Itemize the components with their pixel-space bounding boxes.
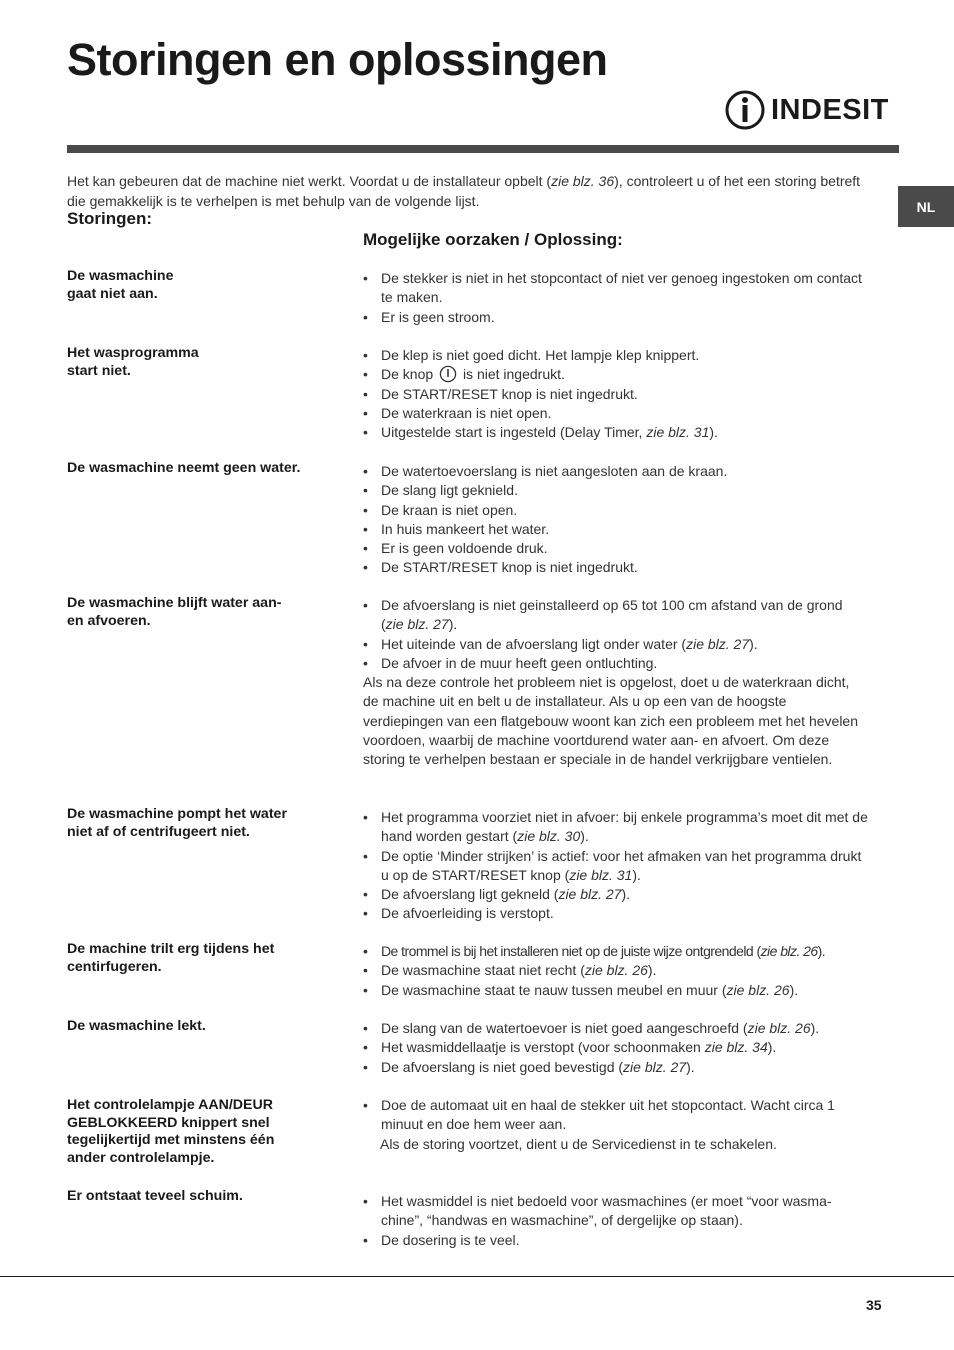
cause-text: Uitgestelde start is ingesteld (Delay Timer,: [381, 424, 647, 441]
cause-item: [363, 961, 868, 980]
cause-text: Het programma voorziet niet in afvoer: bij enkele programma’s moet dit met de hand worden gestart (: [381, 809, 868, 845]
causes-block: [363, 1096, 868, 1154]
page-ref: zie blz. 26: [584, 962, 648, 979]
page-ref: zie blz. 26: [726, 981, 790, 998]
cause-item: • Er is geen stroom.: [363, 308, 868, 327]
cause-item: • De START/RESET knop is niet ingedrukt.: [363, 558, 868, 577]
intro-text: ), controleert u of het een storing betreft die gemakkelijk is te verhelpen is met behulp van de volgende lijst.: [67, 173, 861, 209]
problem-title: [67, 1018, 347, 1036]
problem-title: [67, 1188, 347, 1206]
cause-list: [363, 1019, 868, 1077]
cause-text: De optie ‘Minder strijken’ is actief: voor het afmaken van het programma drukt u op de START/RESET knop (: [381, 847, 862, 883]
causes-block: [363, 1019, 868, 1077]
cause-list: [363, 269, 868, 327]
cause-item: [363, 1058, 868, 1077]
cause-item: • De waterkraan is niet open.: [363, 404, 868, 423]
causes-block: [363, 808, 868, 924]
problem-title-line: Er ontstaat teveel schuim.: [67, 1188, 243, 1204]
problem-title-line: De machine trilt erg tijdens het: [67, 941, 275, 957]
problem-title: [67, 268, 347, 303]
problem-title-line: De wasmachine: [67, 268, 174, 284]
causes-block: [363, 462, 868, 578]
cause-text: is niet ingedrukt.: [462, 366, 565, 383]
cause-text: De wasmachine staat niet recht (: [381, 962, 585, 979]
page-ref: zie blz. 27: [385, 616, 449, 633]
cause-item: • Het wasmiddel is niet bedoeld voor wasmachines (er moet “voor wasma-chine”, “handwas en wasmachine”, of dergelijke op staan).: [363, 1192, 868, 1231]
cause-item: • De afvoer in de muur heeft geen ontluchting.: [363, 654, 868, 673]
cause-item: • De klep is niet goed dicht. Het lampje klep knippert.: [363, 346, 868, 365]
causes-block: [363, 346, 868, 442]
cause-item: • De START/RESET knop is niet ingedrukt.: [363, 385, 868, 404]
problem-title: [67, 806, 347, 841]
cause-item: • De stekker is niet in het stopcontact of niet ver genoeg ingestoken om contact te maken.: [363, 269, 868, 308]
cause-text: ).: [686, 1058, 695, 1075]
page-ref: zie blz. 31: [646, 424, 710, 441]
indesit-logo-icon: [725, 89, 765, 131]
causes-block: [363, 942, 868, 1000]
cause-text: ).: [810, 1020, 820, 1036]
cause-text: ).: [709, 424, 718, 441]
problem-title: [67, 595, 347, 630]
causes-heading: Mogelijke oorzaken / Oplossing:: [363, 230, 623, 249]
cause-item: • De slang ligt geknield.: [363, 481, 868, 500]
page-title: Storingen en oplossingen: [67, 34, 608, 85]
problem-title: [67, 460, 347, 478]
cause-item: [363, 1019, 868, 1038]
cause-item: [363, 423, 868, 442]
cause-list: [363, 808, 868, 924]
cause-text: ).: [632, 866, 641, 883]
page-ref: zie blz. 30: [517, 828, 581, 845]
intro-text: Het kan gebeuren dat de machine niet werkt. Voordat u de installateur opbelt (: [67, 173, 552, 189]
cause-item: [363, 808, 868, 847]
problems-heading: Storingen:: [67, 209, 152, 228]
page-ref: zie blz. 27: [623, 1058, 687, 1075]
cause-list: [363, 942, 868, 1000]
page-number: 35: [866, 1297, 882, 1313]
cause-item: [363, 847, 868, 886]
cause-text: ).: [580, 828, 589, 845]
cause-list: [363, 1096, 868, 1135]
cause-item: • Er is geen voldoende druk.: [363, 539, 868, 558]
cause-list: [363, 1192, 868, 1250]
cause-text: De knop: [381, 366, 434, 383]
cause-text: ).: [789, 981, 799, 998]
cause-item: • De watertoevoerslang is niet aangesloten aan de kraan.: [363, 462, 868, 481]
problem-title-line: en afvoeren.: [67, 612, 151, 629]
problem-title-line: niet af of centrifugeert niet.: [67, 823, 250, 840]
cause-text: ).: [767, 1039, 777, 1056]
cause-text: De slang van de watertoevoer is niet goed aangeschroefd (: [381, 1020, 748, 1036]
page-ref: zie blz. 27: [686, 635, 750, 652]
cause-text: ).: [817, 943, 826, 959]
cause-list: [363, 596, 868, 673]
causes-block: [363, 596, 868, 770]
problem-title-line: Het wasprogramma: [67, 345, 199, 361]
header-rule: [67, 145, 899, 153]
cause-text: ).: [448, 616, 458, 633]
cause-text: De afvoerslang is niet goed bevestigd (: [381, 1058, 624, 1075]
cause-text: ).: [647, 962, 657, 979]
cause-note: Als de storing voortzet, dient u de Servicedienst in te schakelen.: [380, 1135, 777, 1152]
cause-text: ).: [621, 886, 631, 903]
causes-block: [363, 269, 868, 327]
cause-item: [363, 942, 868, 961]
cause-text: Het uiteinde van de afvoerslang ligt onder water (: [381, 635, 687, 652]
cause-item: • De afvoerleiding is verstopt.: [363, 904, 868, 923]
cause-text: ).: [749, 635, 758, 652]
cause-text: De trommel is bij het installeren niet op de juiste wijze ontgrendeld (: [381, 943, 761, 959]
problem-title: [67, 941, 347, 976]
problem-title-line: Het controlelampje AAN/DEUR: [67, 1097, 274, 1113]
cause-item: [363, 885, 868, 904]
cause-list: [363, 462, 868, 578]
cause-item: • Doe de automaat uit en haal de stekker uit het stopcontact. Wacht circa 1 minuut en doe hem weer aan.: [363, 1096, 868, 1135]
cause-text: De afvoerslang ligt gekneld (: [381, 886, 559, 903]
problem-title-line: start niet.: [67, 362, 131, 379]
cause-item: • De dosering is te veel.: [363, 1231, 868, 1250]
cause-item: [363, 1038, 868, 1057]
cause-item: [363, 365, 868, 384]
cause-text: De wasmachine staat te nauw tussen meubel en muur (: [381, 981, 727, 998]
cause-list: [363, 346, 868, 442]
cause-text: De afvoerslang is niet geinstalleerd op 65 tot 100 cm afstand van de grond (: [381, 597, 843, 633]
cause-item: • In huis mankeert het water.: [363, 520, 868, 539]
cause-item: [363, 635, 868, 654]
problem-title-line: De wasmachine pompt het water: [67, 806, 287, 822]
problem-title: [67, 1097, 347, 1167]
page-ref: zie blz. 31: [569, 866, 633, 883]
intro-paragraph: [67, 172, 867, 211]
page-ref: zie blz. 26: [760, 943, 818, 959]
cause-item: • De kraan is niet open.: [363, 501, 868, 520]
causes-block: [363, 1192, 868, 1250]
page-ref: zie blz. 26: [747, 1020, 811, 1036]
problem-title-line: gaat niet aan.: [67, 285, 158, 302]
problem-title-line: GEBLOKKEERD knippert snel: [67, 1114, 270, 1131]
footer-rule: [0, 1276, 954, 1277]
problem-title: [67, 345, 347, 380]
brand-wordmark: INDESIT: [771, 93, 889, 126]
cause-text: Het wasmiddellaatje is verstopt (voor schoonmaken: [381, 1039, 705, 1056]
cause-item: [363, 981, 868, 1000]
language-tab: NL: [898, 186, 954, 227]
page-ref: zie blz. 34: [704, 1039, 768, 1056]
problem-title-line: De wasmachine lekt.: [67, 1018, 206, 1034]
problem-title-line: centirfugeren.: [67, 958, 162, 975]
intro-page-ref: zie blz. 36: [551, 173, 615, 189]
problem-title-line: ander controlelampje.: [67, 1149, 215, 1166]
cause-note: Als na deze controle het probleem niet is opgelost, doet u de waterkraan dicht, de machine uit en belt u de installateur. Als u op een van de hoogste verdiepingen van een flatgebouw woont kan zich een probleem met het hevelen voordoen, waarbij de machine voortdurend water aan- en afvoert. Om deze storing te verhelpen bestaan er speciale in de handel verkrijgbare ventielen.: [363, 674, 858, 768]
page-ref: zie blz. 27: [558, 886, 622, 903]
problem-title-line: De wasmachine blijft water aan-: [67, 595, 282, 611]
brand-logo: [725, 88, 890, 132]
problem-title-line: tegelijkertijd met minstens één: [67, 1132, 275, 1148]
cause-item: [363, 596, 868, 635]
problem-title-line: De wasmachine neemt geen water.: [67, 460, 301, 476]
power-button-icon: [439, 365, 457, 383]
